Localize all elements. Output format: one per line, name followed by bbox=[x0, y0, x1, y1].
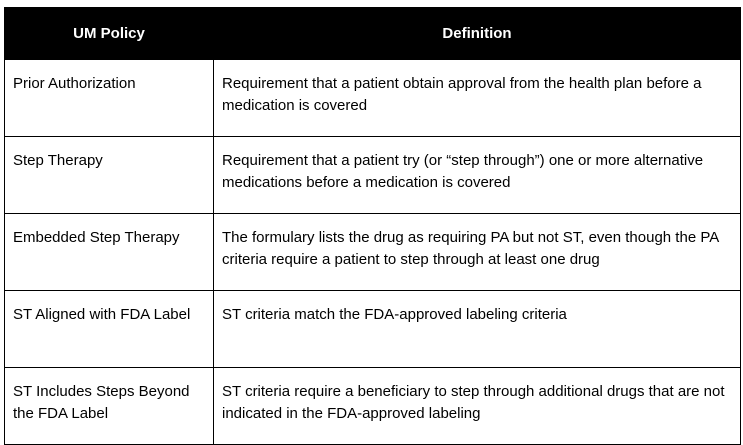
definition-cell: Requirement that a patient try (or “step through”) one or more alternative medications before a medication is covered bbox=[214, 137, 741, 214]
definition-cell: Requirement that a patient obtain approval from the health plan before a medication is covered bbox=[214, 60, 741, 137]
policy-cell: Embedded Step Therapy bbox=[5, 214, 214, 291]
table-row bbox=[5, 291, 741, 368]
header-definition: Definition bbox=[214, 8, 741, 60]
table-row bbox=[5, 368, 741, 445]
um-policy-table bbox=[4, 7, 741, 445]
policy-cell: ST Includes Steps Beyond the FDA Label bbox=[5, 368, 214, 445]
header-um-policy: UM Policy bbox=[5, 8, 214, 60]
table-row bbox=[5, 137, 741, 214]
table-row bbox=[5, 60, 741, 137]
header-row bbox=[5, 8, 741, 60]
definition-cell: ST criteria match the FDA-approved labeling criteria bbox=[214, 291, 741, 368]
policy-cell: Prior Authorization bbox=[5, 60, 214, 137]
policy-cell: Step Therapy bbox=[5, 137, 214, 214]
policy-cell: ST Aligned with FDA Label bbox=[5, 291, 214, 368]
table-row bbox=[5, 214, 741, 291]
definition-cell: The formulary lists the drug as requiring PA but not ST, even though the PA criteria require a patient to step through at least one drug bbox=[214, 214, 741, 291]
definition-cell: ST criteria require a beneficiary to step through additional drugs that are not indicated in the FDA-approved labeling bbox=[214, 368, 741, 445]
